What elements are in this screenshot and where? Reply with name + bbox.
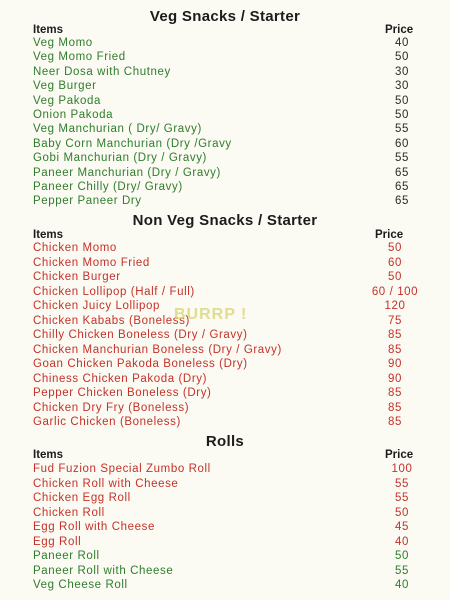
item-name: Chicken Roll with Cheese xyxy=(33,477,179,490)
item-price: 30 xyxy=(395,65,409,78)
menu-item-row xyxy=(0,167,450,181)
item-name: Onion Pakoda xyxy=(33,109,114,121)
item-name: Chicken Juicy Lollipop xyxy=(33,300,160,312)
item-name: Paneer Chilly (Dry/ Gravy) xyxy=(33,181,183,193)
items-header: Items xyxy=(33,229,64,241)
menu-item-row xyxy=(0,358,450,372)
item-price: 65 xyxy=(395,181,409,193)
menu-item-row xyxy=(0,344,450,358)
item-price: 50 xyxy=(395,94,409,107)
item-name: Veg Cheese Roll xyxy=(33,579,128,591)
menu-item-row xyxy=(0,66,450,80)
item-name: Chiness Chicken Pakoda (Dry) xyxy=(33,372,208,385)
menu-item-row xyxy=(0,51,450,65)
menu-item-row xyxy=(0,507,450,521)
price-header: Price xyxy=(375,229,404,241)
item-name: Chilly Chicken Boneless (Dry / Gravy) xyxy=(33,329,248,341)
menu-item-row xyxy=(0,109,450,123)
item-price: 100 xyxy=(391,463,413,475)
menu-item-row xyxy=(0,286,450,300)
menu-item-row xyxy=(0,37,450,51)
item-name: Chicken Lollipop (Half / Full) xyxy=(33,285,195,298)
price-header: Price xyxy=(385,24,414,36)
section-title: Rolls xyxy=(205,433,245,450)
menu-item-row xyxy=(0,329,450,343)
item-price: 65 xyxy=(395,195,409,208)
menu-item-row xyxy=(0,138,450,152)
item-price: 50 xyxy=(395,550,409,562)
items-header: Items xyxy=(33,449,64,461)
menu-item-row xyxy=(0,181,450,195)
item-price: 55 xyxy=(395,564,409,577)
menu-item-row xyxy=(0,152,450,166)
item-price: 55 xyxy=(395,492,409,504)
item-price: 50 xyxy=(395,51,409,64)
item-name: Paneer Roll with Cheese xyxy=(33,564,174,577)
item-name: Veg Manchurian ( Dry/ Gravy) xyxy=(33,123,202,136)
menu-item-row xyxy=(0,257,450,271)
menu-item-row xyxy=(0,463,450,477)
item-name: Neer Dosa with Chutney xyxy=(33,65,171,78)
item-name: Pepper Chicken Boneless (Dry) xyxy=(33,387,212,399)
item-price: 45 xyxy=(395,521,409,533)
item-name: Gobi Manchurian (Dry / Gravy) xyxy=(33,152,207,165)
item-price: 50 xyxy=(388,271,402,283)
item-name: Goan Chicken Pakoda Boneless (Dry) xyxy=(33,358,248,370)
item-name: Chicken Burger xyxy=(33,271,121,283)
item-name: Veg Pakoda xyxy=(33,94,102,107)
item-price: 85 xyxy=(388,329,402,341)
item-name: Veg Burger xyxy=(33,80,97,93)
item-price: 40 xyxy=(395,37,409,49)
item-price: 30 xyxy=(395,80,409,93)
item-price: 50 xyxy=(395,506,409,519)
menu-item-row xyxy=(0,271,450,285)
menu-item-row xyxy=(0,195,450,209)
menu-item-row xyxy=(0,536,450,550)
menu-item-row xyxy=(0,387,450,401)
item-price: 60 / 100 xyxy=(371,285,419,298)
item-price: 50 xyxy=(388,242,402,254)
item-price: 55 xyxy=(395,123,409,136)
menu-item-row xyxy=(0,95,450,109)
menu-item-row xyxy=(0,550,450,564)
item-price: 90 xyxy=(388,358,402,370)
item-price: 65 xyxy=(395,166,409,179)
item-price: 120 xyxy=(384,300,406,312)
item-price: 90 xyxy=(388,372,402,385)
item-price: 50 xyxy=(395,109,409,121)
price-header: Price xyxy=(385,449,414,461)
item-price: 85 xyxy=(388,343,402,356)
section-title: Veg Snacks / Starter xyxy=(149,8,301,25)
item-name: Chicken Manchurian Boneless (Dry / Gravy) xyxy=(33,343,282,356)
item-name: Veg Momo xyxy=(33,37,93,49)
item-price: 85 xyxy=(388,401,402,414)
item-name: Baby Corn Manchurian (Dry /Gravy xyxy=(33,137,232,150)
section-title: Non Veg Snacks / Starter xyxy=(132,212,318,229)
item-name: Chicken Momo Fried xyxy=(33,256,150,269)
item-price: 60 xyxy=(395,137,409,150)
item-price: 40 xyxy=(395,535,409,548)
item-price: 60 xyxy=(388,256,402,269)
menu-item-row xyxy=(0,565,450,579)
item-name: Chicken Roll xyxy=(33,506,105,519)
watermark: BURRP ! xyxy=(174,306,248,323)
items-header: Items xyxy=(33,24,64,36)
item-name: Fud Fuzion Special Zumbo Roll xyxy=(33,463,211,475)
item-name: Egg Roll with Cheese xyxy=(33,521,155,533)
item-name: Chicken Dry Fry (Boneless) xyxy=(33,401,190,414)
item-price: 85 xyxy=(388,387,402,399)
item-name: Paneer Manchurian (Dry / Gravy) xyxy=(33,166,221,179)
item-price: 85 xyxy=(388,416,402,428)
item-name: Veg Momo Fried xyxy=(33,51,126,64)
menu-item-row xyxy=(0,373,450,387)
item-name: Garlic Chicken (Boneless) xyxy=(33,416,181,428)
item-name: Paneer Roll xyxy=(33,550,100,562)
item-name: Egg Roll xyxy=(33,535,82,548)
menu-item-row xyxy=(0,492,450,506)
menu-item-row xyxy=(0,123,450,137)
item-price: 40 xyxy=(395,579,409,591)
item-name: Pepper Paneer Dry xyxy=(33,195,142,208)
menu-item-row xyxy=(0,402,450,416)
item-name: Chicken Momo xyxy=(33,242,117,254)
menu-item-row xyxy=(0,416,450,430)
item-name: Chicken Egg Roll xyxy=(33,492,131,504)
item-name: Chicken Kababs (Boneless) xyxy=(33,314,190,327)
menu-item-row xyxy=(0,80,450,94)
item-price: 75 xyxy=(388,314,402,327)
item-price: 55 xyxy=(395,477,409,490)
menu-item-row xyxy=(0,242,450,256)
menu-item-row xyxy=(0,521,450,535)
menu-item-row xyxy=(0,478,450,492)
menu-item-row xyxy=(0,579,450,593)
item-price: 55 xyxy=(395,152,409,165)
